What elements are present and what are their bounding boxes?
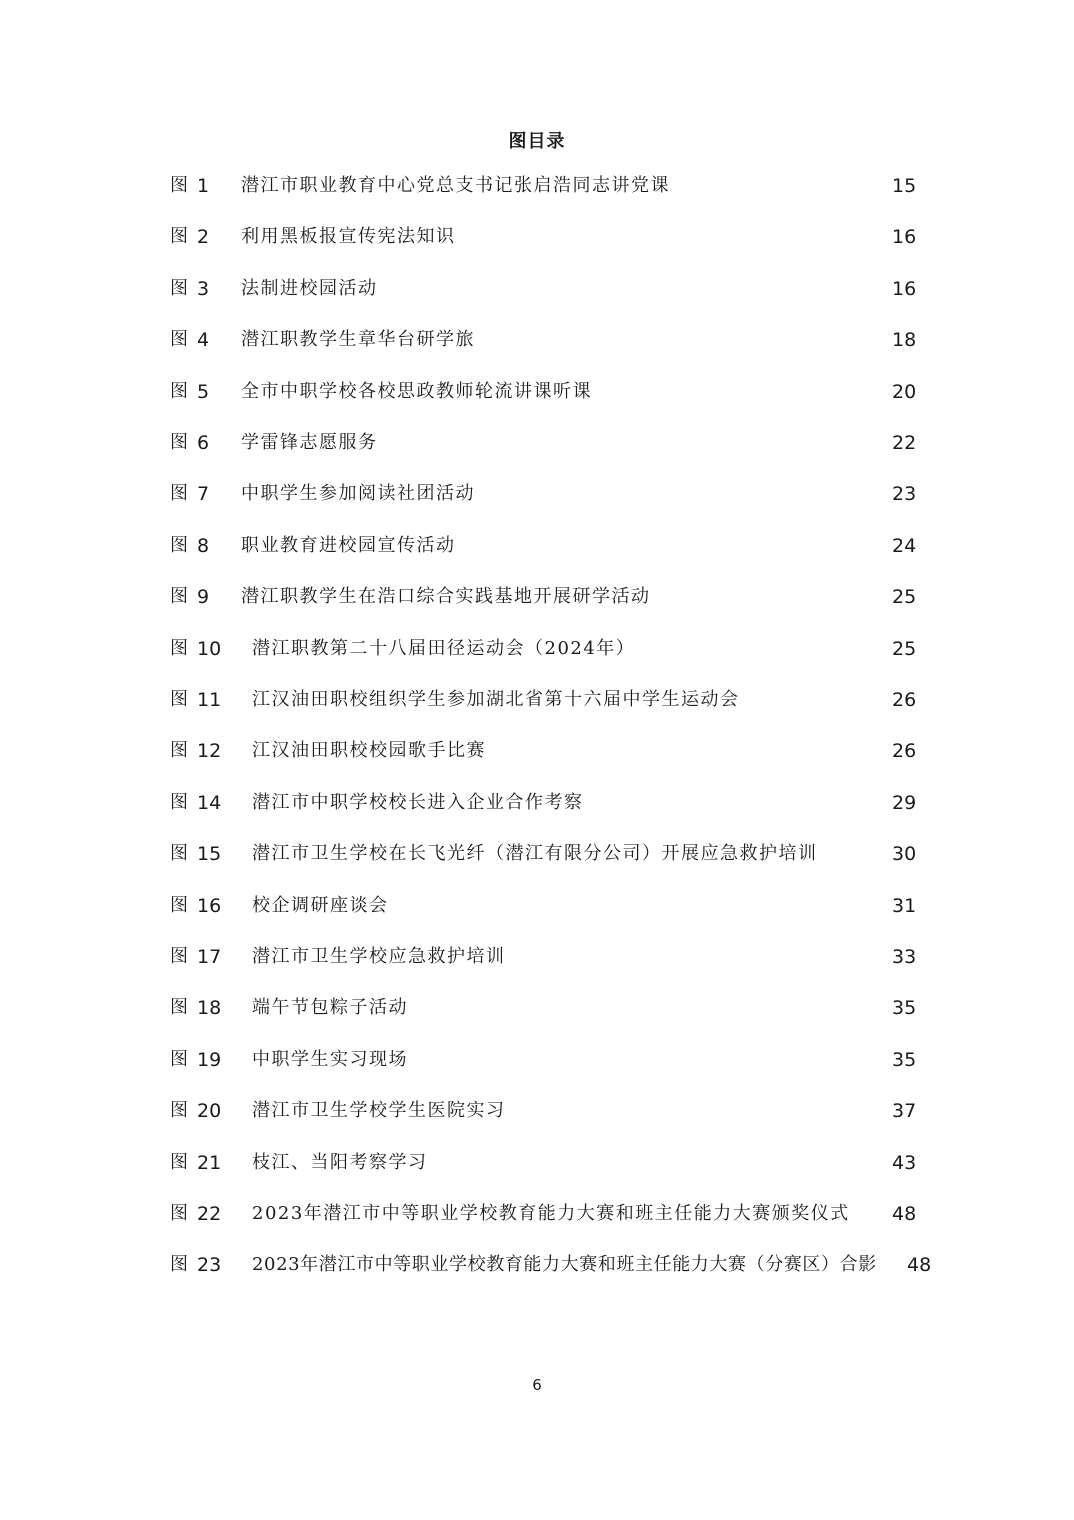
figure-caption: 江汉油田职校校园歌手比赛 [252,740,486,761]
figure-page-number: 22 [892,432,917,454]
figure-page-number: 26 [892,740,917,762]
figure-number: 20 [197,1100,222,1122]
figure-page-number: 35 [892,1049,917,1071]
figure-caption: 2023年潜江市中等职业学校教育能力大赛和班主任能力大赛（分赛区）合影 [252,1254,877,1275]
toc-entry[interactable] [0,634,1074,664]
figure-label: 图 [170,278,188,299]
figure-page-number: 35 [892,997,917,1019]
figure-caption: 中职学生实习现场 [252,1049,408,1070]
toc-entry[interactable] [0,325,1074,355]
figure-caption: 校企调研座谈会 [252,895,389,916]
figure-page-number: 15 [892,175,917,197]
figure-caption: 学雷锋志愿服务 [241,432,378,453]
toc-entry[interactable] [0,891,1074,921]
figure-caption: 潜江职教学生在浩口综合实践基地开展研学活动 [241,586,651,607]
figure-page-number: 48 [907,1254,932,1276]
toc-entry[interactable] [0,942,1074,972]
figure-number: 8 [197,535,210,557]
figure-page-number: 25 [892,638,917,660]
toc-entry[interactable] [0,582,1074,612]
figure-caption: 潜江市卫生学校学生医院实习 [252,1100,506,1121]
figure-page-number: 31 [892,895,917,917]
page-title: 图目录 [508,131,566,152]
figure-caption: 潜江职教第二十八届田径运动会（2024年） [252,638,636,659]
figure-number: 19 [197,1049,222,1071]
toc-entry[interactable] [0,479,1074,509]
figure-label: 图 [170,740,188,761]
figure-label: 图 [170,432,188,453]
figure-number: 10 [197,638,222,660]
figure-number: 14 [197,792,222,814]
toc-entry[interactable] [0,222,1074,252]
figure-label: 图 [170,1203,188,1224]
figure-caption: 潜江市中职学校校长进入企业合作考察 [252,792,584,813]
toc-entry[interactable] [0,274,1074,304]
figure-label: 图 [170,483,188,504]
toc-entry[interactable] [0,1250,1074,1280]
toc-entry[interactable] [0,1045,1074,1075]
figure-page-number: 16 [892,226,917,248]
figure-number: 15 [197,843,222,865]
toc-entry[interactable] [0,685,1074,715]
figure-label: 图 [170,946,188,967]
figure-number: 7 [197,483,210,505]
figure-label: 图 [170,1152,188,1173]
figure-caption: 潜江市卫生学校应急救护培训 [252,946,506,967]
figure-page-number: 43 [892,1152,917,1174]
figure-label: 图 [170,535,188,556]
figure-number: 12 [197,740,222,762]
figure-page-number: 23 [892,483,917,505]
figure-caption: 职业教育进校园宣传活动 [241,535,456,556]
page-number: 6 [532,1376,542,1394]
figure-label: 图 [170,1100,188,1121]
figure-number: 11 [197,689,222,711]
figure-page-number: 18 [892,329,917,351]
figure-label: 图 [170,792,188,813]
figure-caption: 枝江、当阳考察学习 [252,1152,428,1173]
figure-label: 图 [170,689,188,710]
figure-page-number: 24 [892,535,917,557]
figure-page-number: 25 [892,586,917,608]
figure-page-number: 29 [892,792,917,814]
figure-number: 1 [197,175,210,197]
toc-entry[interactable] [0,428,1074,458]
figure-page-number: 48 [892,1203,917,1225]
toc-entry[interactable] [0,1148,1074,1178]
toc-entry[interactable] [0,171,1074,201]
toc-entry[interactable] [0,1199,1074,1229]
figure-caption: 端午节包粽子活动 [252,997,408,1018]
figure-caption: 2023年潜江市中等职业学校教育能力大赛和班主任能力大赛颁奖仪式 [252,1203,850,1224]
figure-page-number: 16 [892,278,917,300]
figure-label: 图 [170,1254,188,1275]
figure-number: 9 [197,586,210,608]
figure-caption: 全市中职学校各校思政教师轮流讲课听课 [241,381,592,402]
figure-page-number: 37 [892,1100,917,1122]
figure-number: 23 [197,1254,222,1276]
figure-label: 图 [170,329,188,350]
figure-caption: 中职学生参加阅读社团活动 [241,483,475,504]
figure-number: 18 [197,997,222,1019]
figure-page-number: 26 [892,689,917,711]
toc-entry[interactable] [0,736,1074,766]
figure-caption: 利用黑板报宣传宪法知识 [241,226,456,247]
figure-caption: 潜江市卫生学校在长飞光纤（潜江有限分公司）开展应急救护培训 [252,843,818,864]
toc-entry[interactable] [0,1096,1074,1126]
figure-number: 2 [197,226,210,248]
figure-label: 图 [170,175,188,196]
figure-label: 图 [170,226,188,247]
toc-entry[interactable] [0,993,1074,1023]
figure-number: 4 [197,329,210,351]
figure-caption: 潜江市职业教育中心党总支书记张启浩同志讲党课 [241,175,670,196]
figure-caption: 潜江职教学生章华台研学旅 [241,329,475,350]
figure-caption: 江汉油田职校组织学生参加湖北省第十六届中学生运动会 [252,689,740,710]
figure-number: 17 [197,946,222,968]
toc-entry[interactable] [0,788,1074,818]
figure-page-number: 30 [892,843,917,865]
figure-page-number: 33 [892,946,917,968]
figure-number: 3 [197,278,210,300]
figure-number: 6 [197,432,210,454]
figure-label: 图 [170,895,188,916]
figure-caption: 法制进校园活动 [241,278,378,299]
figure-number: 22 [197,1203,222,1225]
figure-number: 21 [197,1152,222,1174]
figure-label: 图 [170,586,188,607]
figure-label: 图 [170,843,188,864]
figure-label: 图 [170,381,188,402]
figure-label: 图 [170,638,188,659]
toc-entry[interactable] [0,839,1074,869]
figure-number: 16 [197,895,222,917]
toc-entry[interactable] [0,531,1074,561]
figure-page-number: 20 [892,381,917,403]
figure-label: 图 [170,997,188,1018]
toc-entry[interactable] [0,377,1074,407]
figure-label: 图 [170,1049,188,1070]
figure-number: 5 [197,381,210,403]
